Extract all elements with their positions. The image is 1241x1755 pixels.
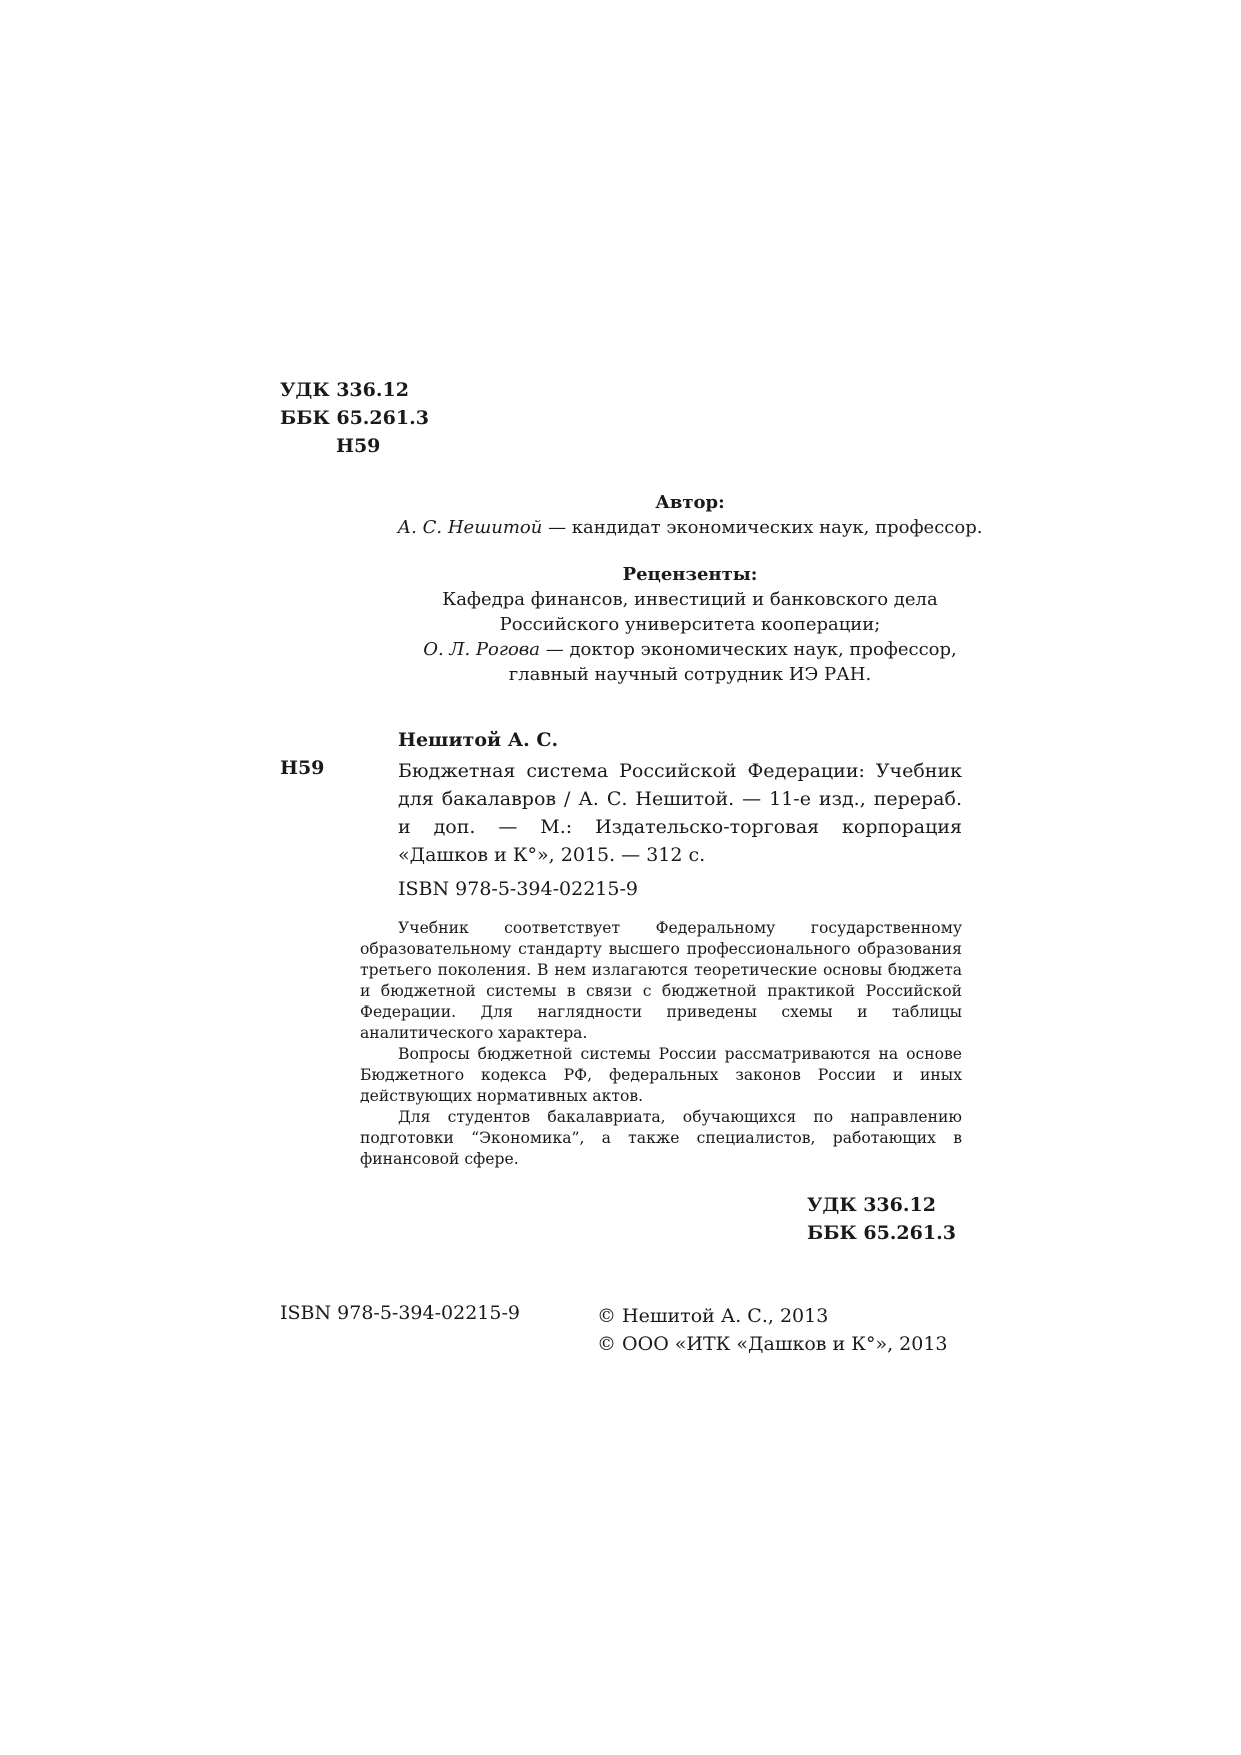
- abstract-paragraph-1: Учебник соответствует Федеральному государственному образовательному стандарту высшего профессионального образования третьего поколения. В нем излагаются теоретические основы бюджета и бюджетной системы в связи с бюджетной практикой Российской Федерации. Для наглядности приведены схемы и таблицы аналитического характера.: [360, 919, 962, 1042]
- classification-repeat: [807, 1191, 956, 1247]
- copyright-publisher: © ООО «ИТК «Дашков и К°», 2013: [597, 1333, 948, 1355]
- bbk-code: ББК 65.261.3: [280, 407, 429, 429]
- bbk-code-repeat: ББК 65.261.3: [807, 1222, 956, 1244]
- author-heading: Автор:: [655, 492, 725, 513]
- author-line: [250, 515, 1130, 540]
- author-sign-code: Н59: [336, 435, 381, 457]
- abstract-paragraph-3: Для студентов бакалавриата, обучающихся по направлению подготовки “Экономика”, а также специалистов, работающих в финансовой сфере.: [360, 1108, 962, 1168]
- reviewers-heading: Рецензенты:: [622, 564, 758, 585]
- copyrights: [597, 1302, 948, 1358]
- reviewer-line-3: [250, 637, 1130, 662]
- catalog-isbn: ISBN 978-5-394-02215-9: [398, 878, 638, 900]
- footer-isbn: ISBN 978-5-394-02215-9: [280, 1302, 520, 1324]
- reviewer-line-2: Российского университета кооперации;: [499, 614, 881, 635]
- catalog-code: Н59: [280, 757, 325, 779]
- author-description: — кандидат экономических наук, профессор.: [542, 517, 983, 538]
- catalog-description: Бюджетная система Российской Федерации: Учебник для бакалавров / А. С. Нешитой. — 11-е изд., перераб. и доп. — М.: Издательско-торговая корпорация «Дашков и К°», 2015. — 312 с.: [398, 760, 962, 866]
- reviewers-section: [250, 562, 1130, 687]
- catalog-author: Нешитой А. С.: [398, 729, 559, 751]
- abstract: [360, 918, 962, 1170]
- reviewer-name: О. Л. Рогова: [423, 639, 540, 660]
- copyright-author: © Нешитой А. С., 2013: [597, 1305, 829, 1327]
- author-section: [250, 490, 1130, 540]
- reviewer-description: — доктор экономических наук, профессор,: [540, 639, 957, 660]
- abstract-paragraph-2: Вопросы бюджетной системы России рассматриваются на основе Бюджетного кодекса РФ, федеральных законов России и иных действующих нормативных актов.: [360, 1045, 962, 1105]
- classification-codes: [280, 376, 429, 460]
- reviewer-line-4: главный научный сотрудник ИЭ РАН.: [508, 664, 872, 685]
- udk-code-repeat: УДК 336.12: [807, 1194, 936, 1216]
- author-name: А. С. Нешитой: [397, 517, 543, 538]
- reviewer-line-1: Кафедра финансов, инвестиций и банковского дела: [442, 589, 938, 610]
- udk-code: УДК 336.12: [280, 379, 409, 401]
